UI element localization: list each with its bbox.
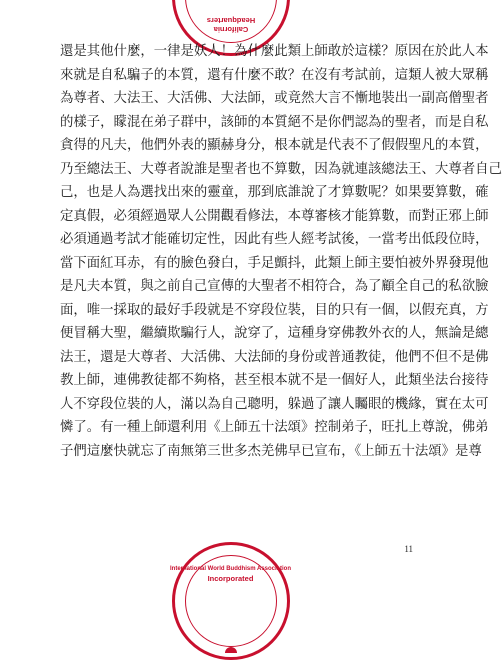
text-line: 人不穿段位裝的人，滿以為自己聰明，躲過了讓人矚眼的機緣，實在太可 (60, 396, 489, 412)
text-line: 乃至總法王、大尊者說誰是聖者也不算數，因為就連該總法王、大尊者自己 (60, 161, 502, 177)
seal-text: International World Buddhism Association (170, 566, 292, 572)
organization-seal-bottom (172, 542, 290, 660)
text-line: 當下面紅耳赤，有的臉色發白，手足顫抖，此類上師主要怕被外界發現他 (60, 255, 489, 271)
text-line: 的樣子，矇混在弟子群中，該師的本質絕不是你們認為的聖者，而是自私 (60, 114, 489, 130)
text-line: 來就是自私騙子的本質，還有什麼不敢？在沒有考試前，這類人被大眾稱 (60, 67, 489, 83)
text-line: 己，也是人為選找出來的靈童，那到底誰說了才算數呢？如果要算數，確 (60, 185, 489, 200)
text-line: 便冒稱大聖，繼續欺騙行人，說穿了，這種身穿佛教外衣的人，無論是總 (60, 326, 489, 341)
text-line: 面，唯一採取的最好手段就是不穿段位裝，目的只有一個，以假充真，方 (60, 302, 489, 318)
text-line: 貪得的凡夫，他們外表的顯赫身分，根本就是代表不了假假聖凡的本質， (60, 138, 489, 153)
text-line: 教上師，連佛教徒都不夠格，甚至根本就不是一個好人，此類坐法台接待 (60, 373, 489, 388)
lotus-icon (225, 647, 237, 653)
seal-text: Headquarters (206, 15, 255, 25)
seal-text: California (213, 25, 248, 34)
text-line: 子們這麼快就忘了南無第三世多杰羌佛早已宣布，《上師五十法頌》是尊 (60, 443, 482, 459)
seal-inner-ring (185, 0, 277, 43)
text-line: 法王，還是大尊者、大活佛、大法師的身份或普通教徒，他們不但不是佛 (60, 349, 489, 365)
seal-inner-ring (170, 555, 292, 647)
text-line: 為尊者、大法王、大活佛、大法師，或竟然大言不慚地裝出一副高僧聖者 (60, 91, 489, 106)
text-line: 是凡夫本質，與之前自己宣傳的大聖者不相符合，為了顧全自己的私欲臉 (60, 279, 489, 294)
text-line: 憐了。有一種上師還利用《上師五十法頌》控制弟子，旺扎上尊說，佛弟 (60, 420, 489, 435)
text-line: 還是其他什麼，一律是妖人！為什麼此類上師敢於這樣？原因在於此人本 (60, 44, 489, 59)
seal-text: Incorporated (207, 573, 254, 583)
text-line: 定真假，必須經過眾人公開觀看修法，本尊審核才能算數，而對正邪上師 (60, 208, 489, 224)
page-number: 11 (404, 544, 413, 554)
text-line: 必須通過考試才能確切定性，因此有些人經考試後，一當考出低段位時， (60, 232, 489, 247)
document-body (60, 40, 502, 463)
